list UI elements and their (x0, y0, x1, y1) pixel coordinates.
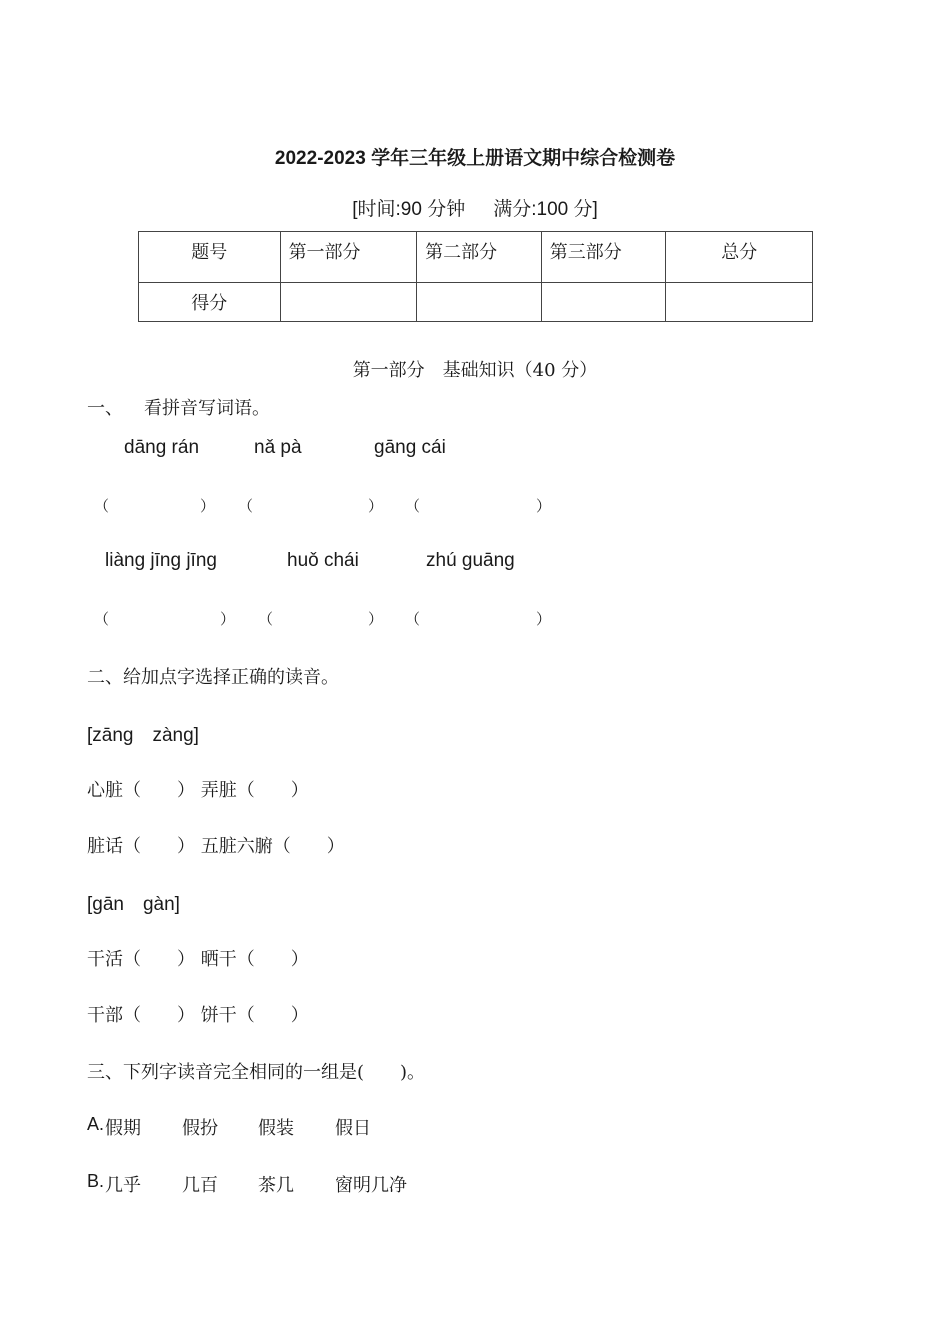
q2-group2-line1: 干活（ ） 晒干（ ） (87, 949, 309, 970)
exam-title: 2022-2023 学年三年级上册语文期中综合检测卷 (274, 148, 676, 169)
option-b-label: B. (87, 1171, 105, 1191)
answer-2-close: ） (368, 497, 384, 515)
q2-group2-pinyin: [gān gàn] (87, 894, 180, 915)
answer-6-close: ） (536, 610, 552, 628)
pinyin-zhu-guang: zhú guāng (426, 550, 515, 571)
answer-2-open: （ (238, 497, 254, 515)
header-cell-part3: 第三部分 (541, 232, 666, 283)
answer-4-close: ） (220, 610, 236, 628)
option-a-word-1: 假期 (105, 1118, 141, 1139)
score-cell-part1[interactable] (280, 283, 417, 322)
q2-group1-pinyin: [zāng zàng] (87, 725, 199, 746)
answer-5-close: ） (368, 610, 384, 628)
pinyin-dang-ran: dāng rán (124, 437, 200, 458)
header-cell-part2: 第二部分 (417, 232, 542, 283)
option-b-word-1: 几乎 (105, 1175, 141, 1196)
q2-group2-line2: 干部（ ） 饼干（ ） (87, 1005, 309, 1026)
q1-text: 看拼音写词语。 (144, 398, 270, 419)
answer-3-open: （ (405, 497, 421, 515)
pinyin-liang-jing-jing: liàng jīng jīng (105, 550, 217, 571)
option-a-label: A. (87, 1114, 105, 1134)
q1-label: 一、 (87, 398, 123, 419)
q3-text: 三、下列字读音完全相同的一组是( )。 (87, 1062, 426, 1083)
q2-group1-line1: 心脏（ ） 弄脏（ ） (87, 780, 309, 801)
header-cell-question-no: 题号 (139, 232, 281, 283)
q2-group1-line2: 脏话（ ） 五脏六腑（ ） (87, 836, 345, 857)
pinyin-huo-chai: huǒ chái (287, 550, 359, 571)
part1-title: 第一部分 基础知识（40 分） (352, 360, 598, 381)
q3-option-a[interactable] (87, 1114, 104, 1135)
answer-4-open: （ (94, 610, 110, 628)
row-label-score: 得分 (139, 283, 281, 322)
answer-3-close: ） (536, 497, 552, 515)
option-b-word-4: 窗明几净 (335, 1175, 407, 1196)
answer-6-open: （ (405, 610, 421, 628)
answer-1-close: ） (200, 497, 216, 515)
header-cell-part1: 第一部分 (280, 232, 417, 283)
q3-option-b[interactable] (87, 1171, 104, 1192)
answer-5-open: （ (258, 610, 274, 628)
score-info: 满分:100 分] (493, 199, 598, 220)
exam-subtitle (0, 194, 950, 221)
option-b-word-3: 茶几 (258, 1175, 294, 1196)
score-table (138, 231, 813, 322)
option-a-word-2: 假扮 (182, 1118, 218, 1139)
pinyin-na-pa: nǎ pà (254, 437, 302, 458)
answer-1-open: （ (94, 497, 110, 515)
q2-text: 二、给加点字选择正确的读音。 (87, 667, 339, 688)
option-a-word-3: 假装 (258, 1118, 294, 1139)
option-a-word-4: 假日 (335, 1118, 371, 1139)
pinyin-gang-cai: gāng cái (374, 437, 446, 458)
time-info: [时间:90 分钟 (352, 199, 466, 220)
score-cell-total[interactable] (666, 283, 813, 322)
header-cell-total: 总分 (666, 232, 813, 283)
score-cell-part2[interactable] (417, 283, 542, 322)
score-cell-part3[interactable] (541, 283, 666, 322)
option-b-word-2: 几百 (182, 1175, 218, 1196)
